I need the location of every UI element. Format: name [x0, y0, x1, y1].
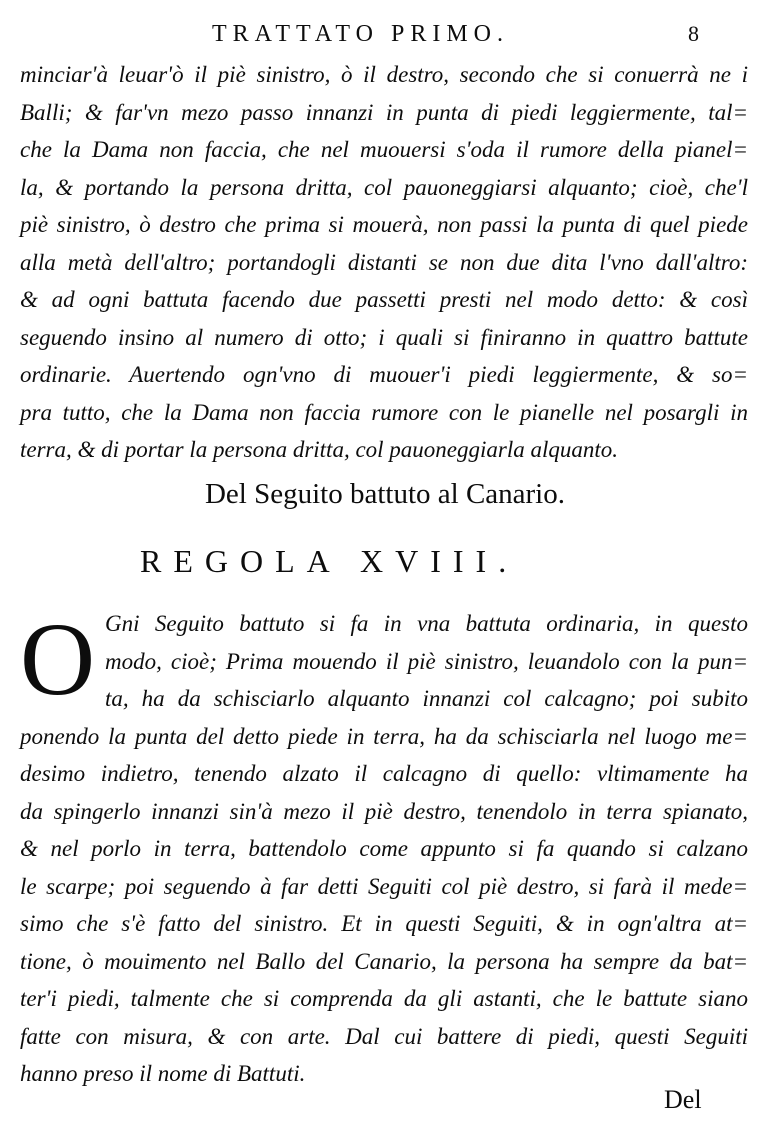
rule-paragraph: [20, 602, 748, 1093]
text-line: hanno preso il nome di Battuti.: [20, 1061, 306, 1086]
text-line: ordinarie. Auertendo ogn'vno di muouer'i piedi leggiermente, & so=: [20, 362, 748, 387]
text-line: le scarpe; poi seguendo à far detti Seguiti col piè destro, si farà il mede=: [20, 873, 748, 899]
text-line: desimo indietro, tenendo alzato il calcagno di quello: vltimamente ha: [20, 761, 748, 786]
text-line: Gni Seguito battuto si fa in vna battuta ordinaria, in questo: [105, 611, 748, 636]
text-line: che la Dama non faccia, che nel muouersi s'oda il rumore della pianel=: [20, 137, 748, 162]
text-line: piè sinistro, ò destro che prima si mouerà, non passi la punta di quel piede: [20, 212, 748, 237]
text-line: ter'i piedi, talmente che si comprenda da gli astanti, che le battute siano: [20, 986, 748, 1011]
text-line: ponendo la punta del detto piede in terra, ha da schisciarla nel luogo me=: [20, 723, 748, 749]
text-line: minciar'à leuar'ò il piè sinistro, ò il destro, secondo che si conuerrà ne i: [20, 62, 748, 87]
text-line: la, & portando la persona dritta, col pauoneggiarsi alquanto; cioè, che'l: [20, 174, 748, 200]
text-line: Balli; & far'vn mezo passo innanzi in punta di piedi leggiermente, tal=: [20, 99, 748, 125]
text-line: & ad ogni battuta facendo due passetti presti nel modo detto: & così: [20, 287, 748, 312]
continuation-paragraph: [20, 56, 748, 469]
text-line: & nel porlo in terra, battendolo come appunto si fa quando si calzano: [20, 836, 748, 861]
text-line: pra tutto, che la Dama non faccia rumore con le pianelle nel posargli in: [20, 399, 748, 425]
running-title: TRATTATO PRIMO.: [212, 21, 509, 47]
text-line: seguendo insino al numero di otto; i quali si finiranno in quattro battute: [20, 324, 748, 350]
text-line: terra, & di portar la persona dritta, col pauoneggiarla alquanto.: [20, 437, 619, 462]
running-head: [0, 18, 770, 50]
text-line: modo, cioè; Prima mouendo il piè sinistro, leuandolo con la pun=: [105, 648, 748, 674]
text-line: alla metà dell'altro; portandogli distanti se non due dita l'vno dall'altro:: [20, 249, 748, 275]
page-number: 8: [688, 21, 699, 46]
drop-cap-letter: O: [20, 602, 96, 717]
text-line: fatte con misura, & con arte. Dal cui battere di piedi, questi Seguiti: [20, 1023, 748, 1049]
text-line: da spingerlo innanzi sin'à mezo il piè destro, tenendolo in terra spianato,: [20, 798, 748, 824]
section-title: Del Seguito battuto al Canario.: [204, 478, 565, 510]
text-line: tione, ò mouimento nel Ballo del Canario, la persona ha sempre da bat=: [20, 948, 748, 974]
rule-heading: REGOLA XVIII.: [140, 543, 519, 579]
text-line: ta, ha da schisciarlo alquanto innanzi col calcagno; poi subito: [105, 686, 748, 711]
catchword: Del: [664, 1085, 702, 1114]
text-line: simo che s'è fatto del sinistro. Et in questi Seguiti, & in ogn'altra at=: [20, 911, 748, 936]
